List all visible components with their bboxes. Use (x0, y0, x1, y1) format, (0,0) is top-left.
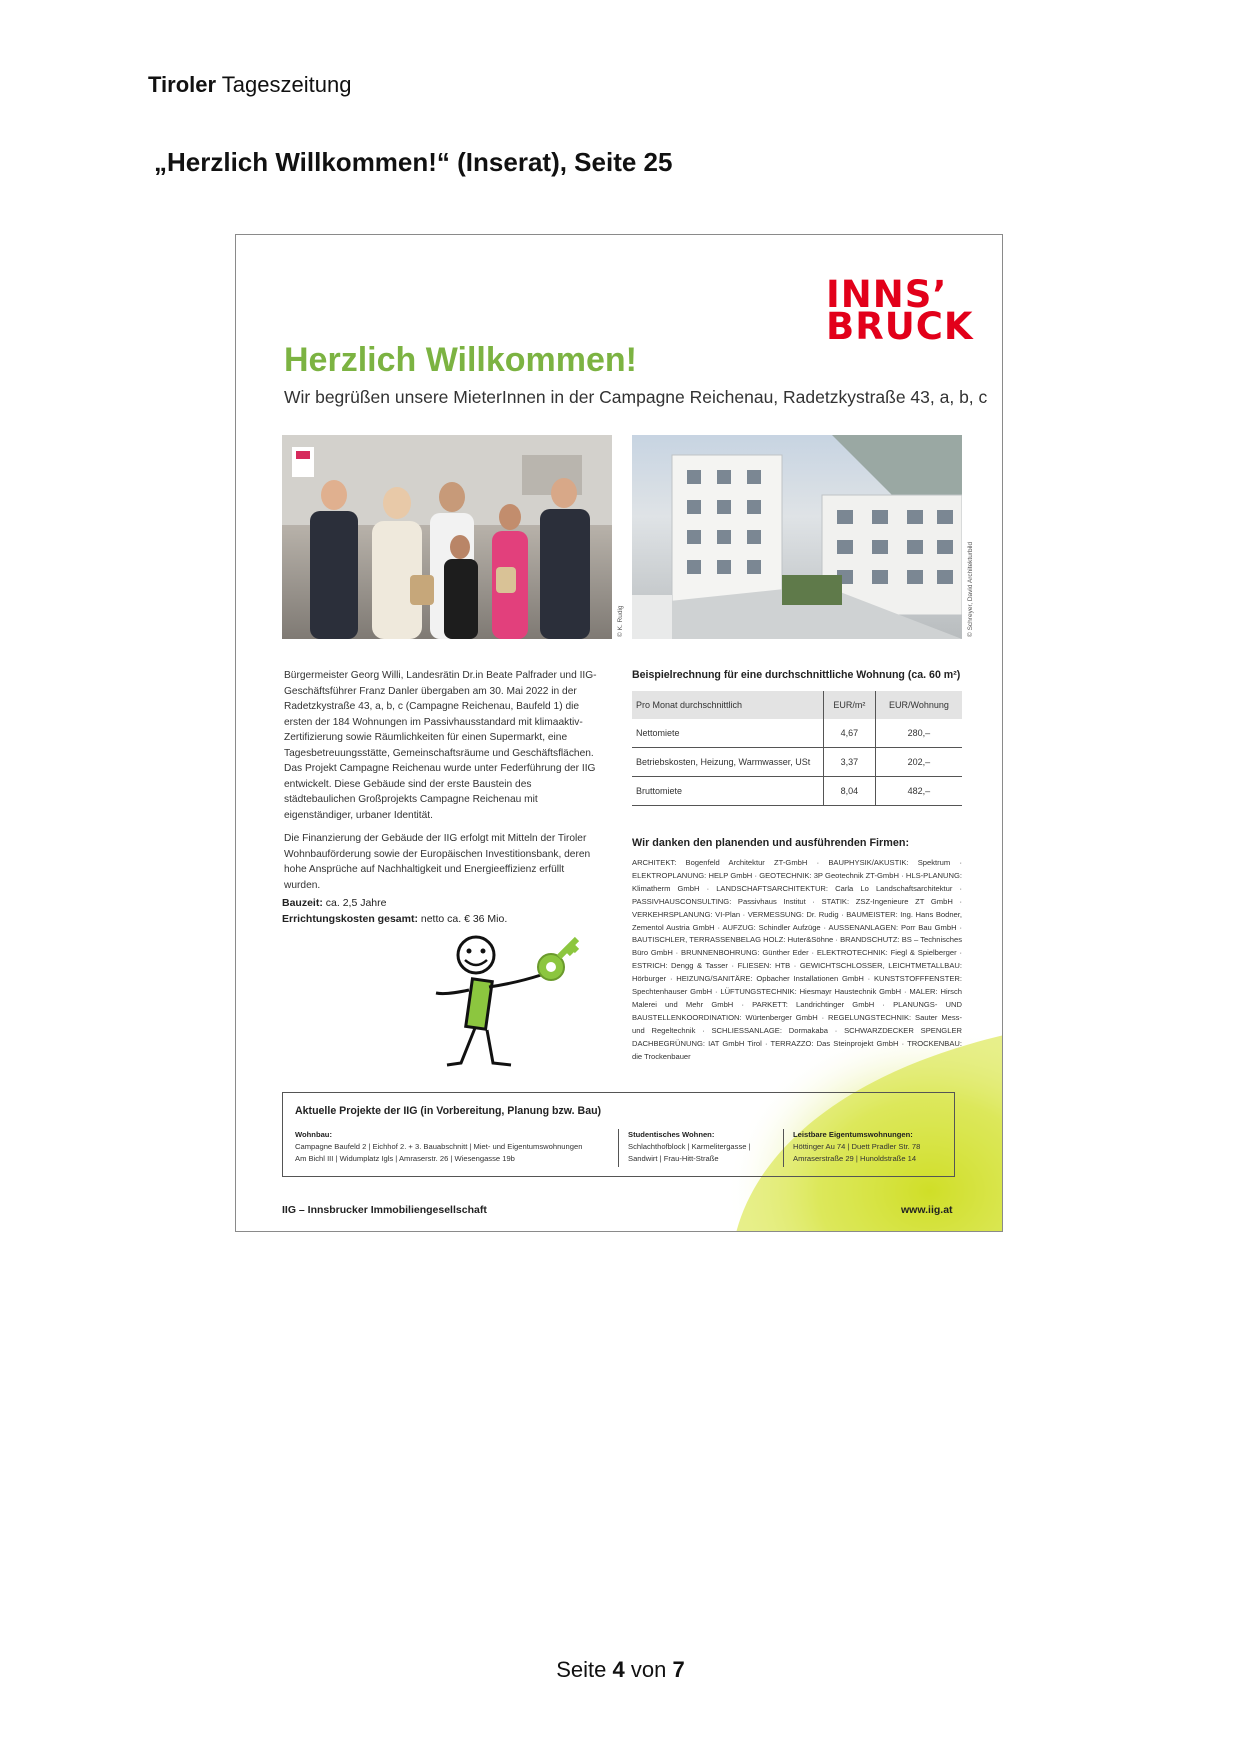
table-cell: Bruttomiete (632, 777, 823, 806)
ad-company-name: IIG – Innsbrucker Immobiliengesellschaft (282, 1204, 487, 1216)
photo2-credit: © Schreyer, David Architekturbild (967, 541, 974, 637)
projects-title: Aktuelle Projekte der IIG (in Vorbereitung, Planung bzw. Bau) (295, 1105, 602, 1117)
calc-title: Beispielrechnung für eine durchschnittliche Wohnung (ca. 60 m²) (632, 669, 961, 681)
ad-headline: Herzlich Willkommen! (284, 341, 637, 379)
table-cell: 280,– (875, 719, 962, 748)
body-text (284, 668, 602, 901)
key-facts: Bauzeit: ca. 2,5 Jahre Errichtungskosten gesamt: netto ca. € 36 Mio. (282, 897, 508, 925)
table-row (632, 719, 962, 748)
table-header: EUR/Wohnung (875, 691, 962, 719)
ad-website-link[interactable]: www.iig.at (901, 1204, 953, 1216)
body-paragraph-2: Die Finanzierung der Gebäude der IIG erfolgt mit Mitteln der Tiroler Wohnbauförderung sowie der Europäischen Investitionsbank, deren hohe Ansprüche auf Nachhaltigkeit und Energieeffizienz erfüllt wurden. (284, 833, 591, 891)
projects-eigentum: Leistbare Eigentumswohnungen: Höttinger Au 74 | Duett Pradler Str. 78 Amraserstraße 29 | Hunoldstraße 14 (793, 1130, 921, 1163)
table-header: Pro Monat durchschnittlich (632, 691, 823, 719)
table-cell: 202,– (875, 748, 962, 777)
innsbruck-logo: INNS’ BRUCK (826, 273, 974, 348)
table-cell: Betriebskosten, Heizung, Warmwasser, USt (632, 748, 823, 777)
table-row (632, 777, 962, 806)
projects-studentisch: Studentisches Wohnen: Schlachthofblock | Karmelitergasse | Sandwirt | Frau-Hitt-Straße (628, 1130, 751, 1163)
group-photo-illustration (282, 435, 612, 639)
publication-name: Tiroler Tageszeitung (148, 72, 352, 97)
column-divider (618, 1129, 619, 1167)
table-row (632, 748, 962, 777)
rent-calculation-table (632, 691, 962, 806)
article-title: „Herzlich Willkommen!“ (Inserat), Seite 25 (154, 147, 673, 177)
current-projects-box (282, 1092, 955, 1177)
table-cell: 3,37 (823, 748, 875, 777)
building-illustration (632, 435, 962, 639)
table-cell: 482,– (875, 777, 962, 806)
body-paragraph-1: Bürgermeister Georg Willi, Landesrätin Dr.in Beate Palfrader und IIG-Geschäftsführer Franz Danler übergaben am 30. Mai 2022 in der Radetzkystraße 43, a, b, c (Campagne Reichenau, Baufeld 1) die ersten der 184 Wohnungen im Passivhausstandard mit klimaaktiv-Zertifizierung sowie Räumlichkeiten für einen Supermarkt, eine Tagesbetreuungsstätte, Gemeinschaftsräume und Geschäftsflächen. Das Projekt Campagne Reichenau wurde unter Federführung der IIG entwickelt. Diese Gebäude sind der erste Baustein des städtebaulichen Großprojekts Campagne Reichenau mit eigenständiger, urbaner Identität. (284, 670, 597, 821)
table-cell: 4,67 (823, 719, 875, 748)
handover-group-photo (282, 435, 612, 639)
table-cell: Nettomiete (632, 719, 823, 748)
advertisement (235, 234, 1003, 1232)
table-header: EUR/m² (823, 691, 875, 719)
page-number: Seite 4 von 7 (556, 1657, 685, 1682)
firms-list: ARCHITEKT: Bogenfeld Architektur ZT-GmbH · BAUPHYSIK/AKUSTIK: Spektrum · ELEKTROPLANUNG: HELP GmbH · GEOTECHNIK: 3P Geotechnik ZT-GmbH · HLS-PLANUNG: Klimatherm GmbH · LANDSCHAFTSARCHITEKTUR: Carla Lo Landschaftsarchitektur · PASSIVHAUSCONSULTING: Passivhaus Institut · STATIK: ZSZ-Ingenieure ZT GmbH · VERKEHRSPLANUNG: VI-Plan · VERMESSUNG: Dr. Rudig · BAUMEISTER: Ing. Hans Bodner, Zementol Austria GmbH · AUFZUG: Schindler Aufzüge · AUSSENANLAGEN: Porr Bau GmbH · BAUTISCHLER, TERRASSENBELAG HOLZ: Huter&Söhne · BRANDSCHUTZ: BS – Technisches Büro GmbH · BRUNNENBOHRUNG: Günther Eder · ELEKTROTECHNIK: Fiegl & Spielberger · ESTRICH: Dengg & Tasser · FLIESEN: HTB · GEWICHTSCHLOSSER, LEICHTMETALLBAU: Hörburger · HEIZUNG/SANITÄRE: Opbacher Installationen GmbH · KUNSTSTOFFFENSTER: Spechtenhauser GmbH · LÜFTUNGSTECHNIK: Hiesmayr Haustechnik GmbH · MALER: Hirsch Malerei und Mehr GmbH · PARKETT: Landrichtinger GmbH · PLANUNGS- UND BAUSTELLENKOORDINATION: Würtenberger GmbH · REGELUNGSTECHNIK: Sauter Mess- und Regeltechnik · SCHLIESSANLAGE: Dormakaba · SCHWARZDECKER SPENGLER DACHBEGRÜNUNG: IAT GmbH Tirol · TERRAZZO: Das Steinprojekt GmbH · TROCKENBAU: die Trockenbauer (632, 858, 962, 1061)
photo1-credit: © K. Rudig (617, 605, 624, 637)
ad-subline: Wir begrüßen unsere MieterInnen in der Campagne Reichenau, Radetzkystraße 43, a, b, c (284, 387, 988, 407)
table-cell: 8,04 (823, 777, 875, 806)
building-photo (632, 435, 962, 639)
column-divider (783, 1129, 784, 1167)
projects-wohnbau: Wohnbau: Campagne Baufeld 2 | Eichhof 2. + 3. Bauabschnitt | Miet- und Eigentumswohnungen Am Bichl III | Widumplatz Igls | Amraserstr. 26 | Wiesengasse 19b (295, 1130, 583, 1163)
stick-figure-with-key-illustration (431, 935, 581, 1075)
thanks-title: Wir danken den planenden und ausführenden Firmen: (632, 837, 910, 849)
